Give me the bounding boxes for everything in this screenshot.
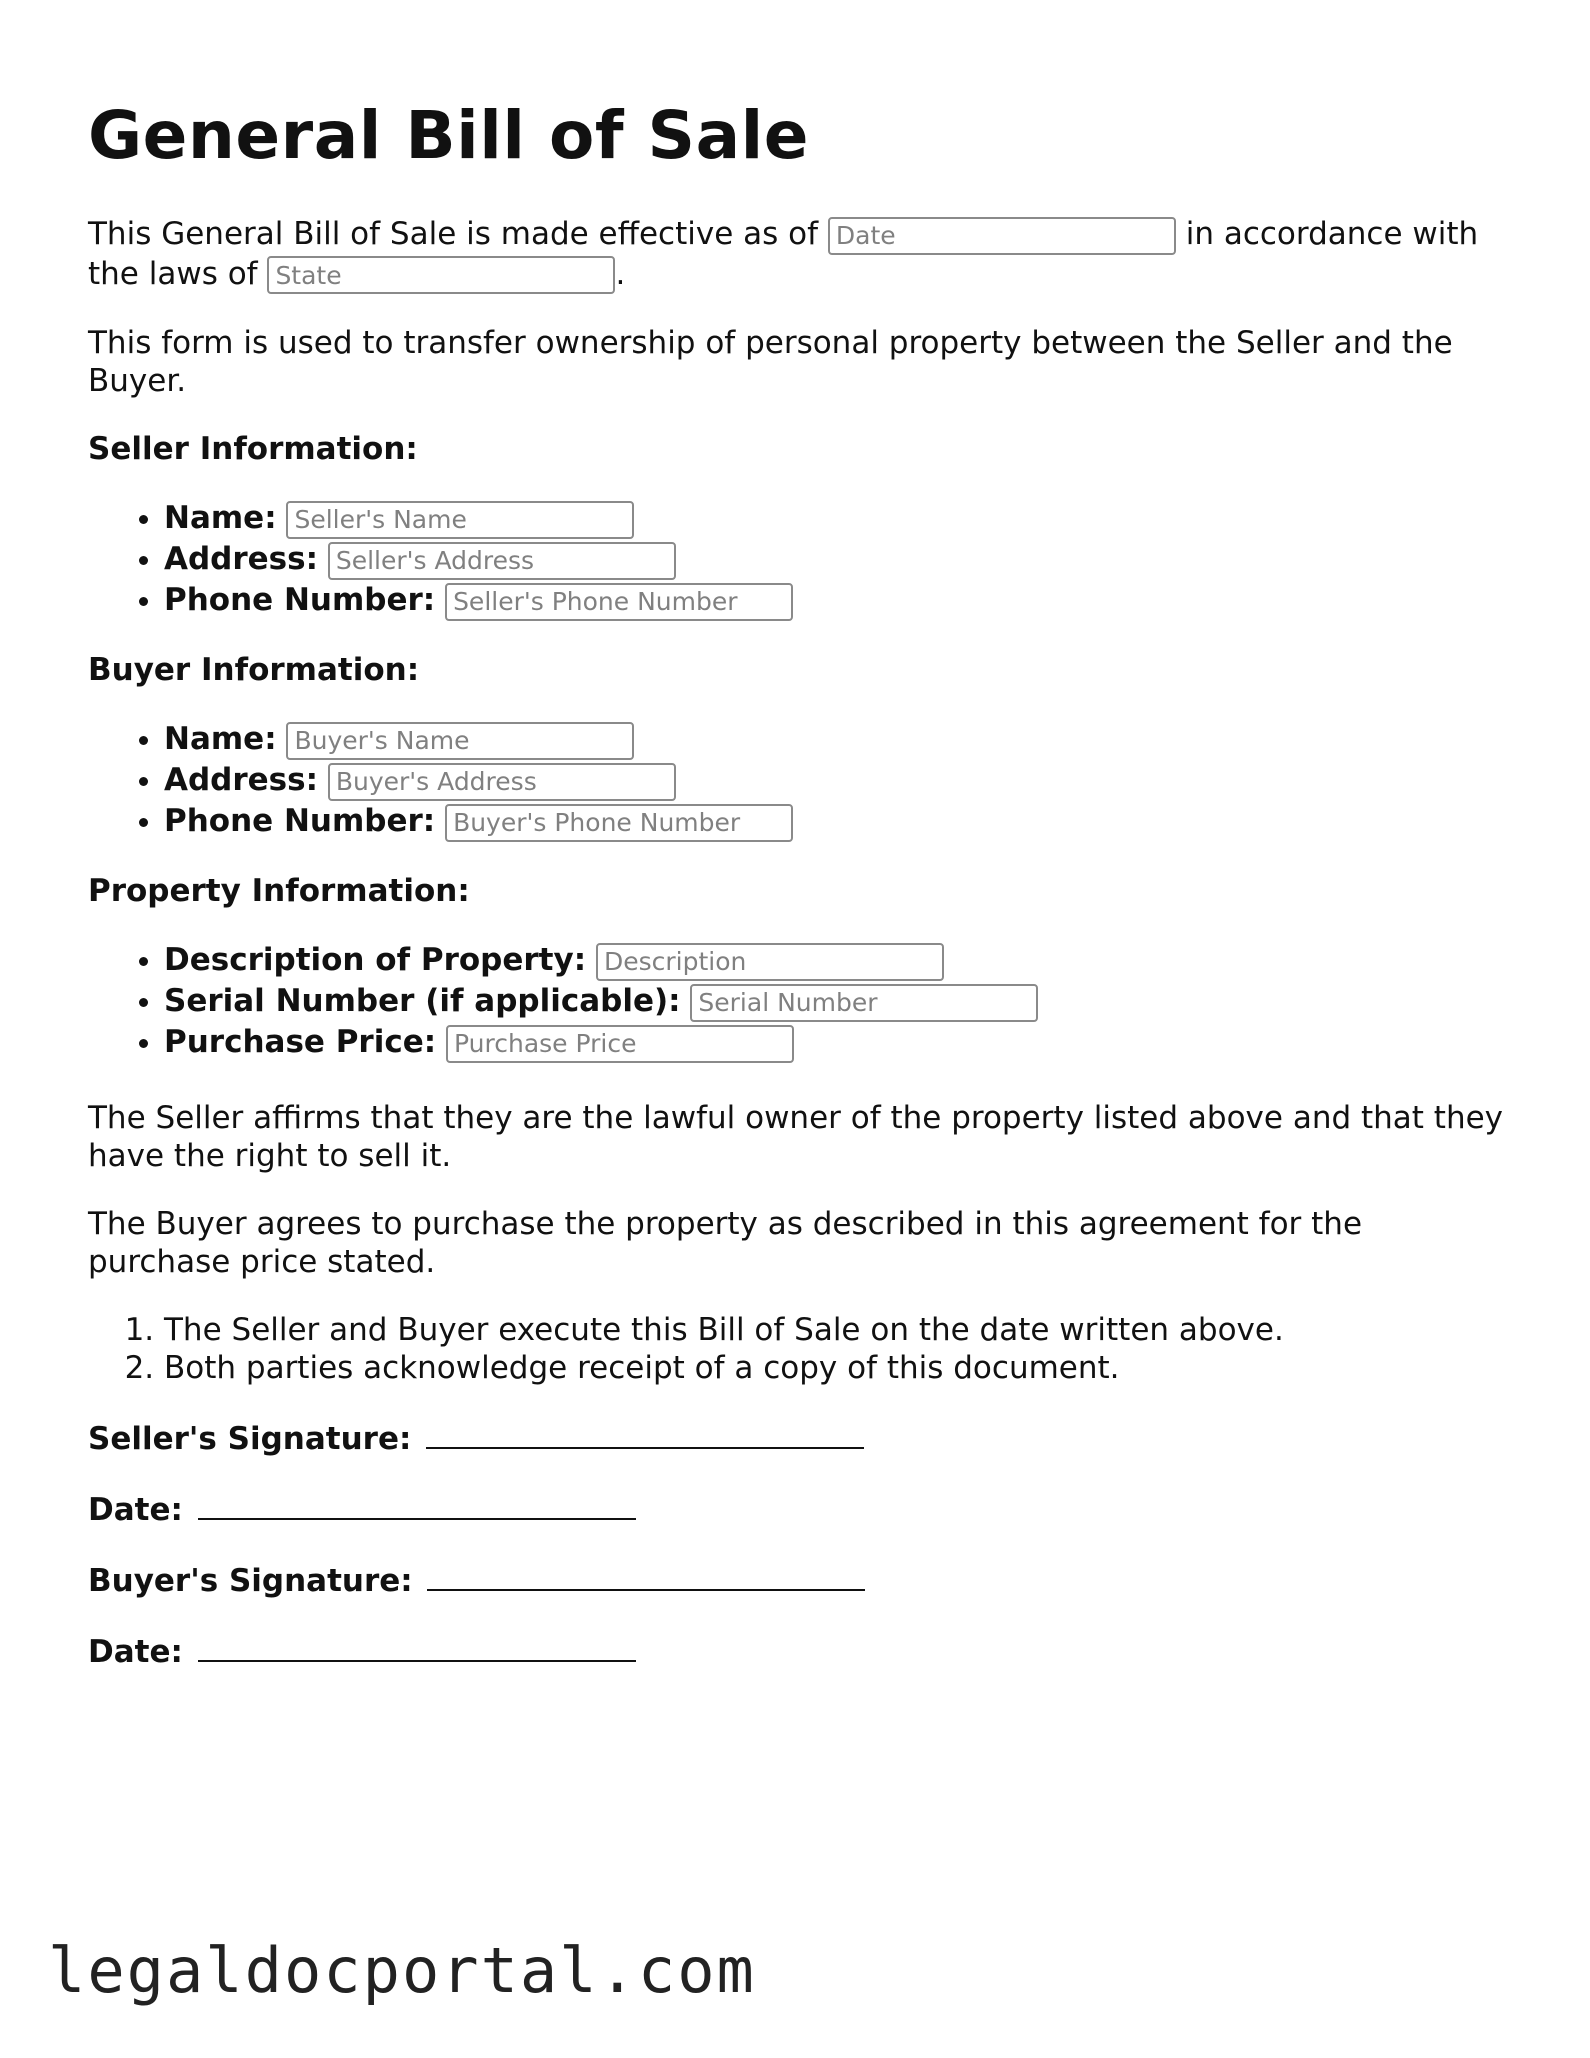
- date-input[interactable]: [828, 217, 1176, 255]
- list-item: [164, 1022, 1508, 1063]
- terms-list: [88, 1311, 1508, 1387]
- list-item: [164, 940, 1508, 981]
- state-input[interactable]: [267, 256, 615, 294]
- serial-number-label: Serial Number (if applicable):: [164, 983, 681, 1020]
- seller-list: [88, 498, 1508, 621]
- seller-phone-label: Phone Number:: [164, 582, 436, 619]
- property-description-label: Description of Property:: [164, 942, 587, 979]
- seller-date-label: Date:: [88, 1492, 183, 1529]
- seller-heading: Seller Information:: [88, 431, 418, 468]
- buyer-phone-input[interactable]: [445, 804, 793, 842]
- buyer-signature-label: Buyer's Signature:: [88, 1563, 413, 1600]
- seller-phone-input[interactable]: [445, 583, 793, 621]
- agreement-paragraph: The Buyer agrees to purchase the property as described in this agreement for the purchase price stated.: [88, 1206, 1363, 1281]
- list-item: [164, 719, 1508, 760]
- serial-number-input[interactable]: [690, 984, 1038, 1022]
- document: [88, 96, 1508, 1671]
- buyer-date-row: [88, 1630, 1508, 1671]
- purchase-price-input[interactable]: [446, 1025, 794, 1063]
- seller-signature-line[interactable]: [426, 1417, 864, 1449]
- seller-address-input[interactable]: [328, 542, 676, 580]
- intro-text-1: This General Bill of Sale is made effective as of: [88, 216, 819, 253]
- intro-text-2: in accordance with the laws of: [88, 216, 1479, 292]
- seller-date-line[interactable]: [198, 1488, 636, 1520]
- buyer-date-label: Date:: [88, 1634, 183, 1671]
- seller-address-label: Address:: [164, 541, 318, 578]
- document-title: General Bill of Sale: [88, 97, 810, 174]
- buyer-name-label: Name:: [164, 721, 277, 758]
- purchase-price-label: Purchase Price:: [164, 1024, 437, 1061]
- seller-date-row: [88, 1488, 1508, 1529]
- buyer-date-line[interactable]: [198, 1630, 636, 1662]
- seller-name-label: Name:: [164, 500, 277, 537]
- buyer-address-label: Address:: [164, 762, 318, 799]
- intro-paragraph: [88, 215, 1508, 294]
- intro-text-3: .: [615, 255, 626, 292]
- list-item: [164, 760, 1508, 801]
- buyer-signature-line[interactable]: [427, 1559, 865, 1591]
- list-item: [164, 580, 1508, 621]
- property-list: [88, 940, 1508, 1063]
- buyer-heading: Buyer Information:: [88, 652, 420, 689]
- buyer-list: [88, 719, 1508, 842]
- list-item: [164, 801, 1508, 842]
- seller-signature-row: [88, 1417, 1508, 1458]
- seller-name-input[interactable]: [286, 501, 634, 539]
- buyer-name-input[interactable]: [286, 722, 634, 760]
- property-description-input[interactable]: [596, 943, 944, 981]
- list-item: [164, 498, 1508, 539]
- purpose-paragraph: This form is used to transfer ownership of personal property between the Seller and the Buyer.: [88, 325, 1453, 400]
- seller-signature-label: Seller's Signature:: [88, 1421, 412, 1458]
- buyer-phone-label: Phone Number:: [164, 803, 436, 840]
- list-item: 1. The Seller and Buyer execute this Bill of Sale on the date written above.: [164, 1311, 1508, 1349]
- property-heading: Property Information:: [88, 873, 470, 910]
- affirmation-paragraph: The Seller affirms that they are the lawful owner of the property listed above and that they have the right to sell it.: [88, 1100, 1504, 1175]
- list-item: [164, 539, 1508, 580]
- site-watermark: legaldocportal.com: [48, 1934, 756, 2007]
- buyer-signature-row: [88, 1559, 1508, 1600]
- list-item: [164, 981, 1508, 1022]
- buyer-address-input[interactable]: [328, 763, 676, 801]
- list-item: 2. Both parties acknowledge receipt of a copy of this document.: [164, 1349, 1508, 1387]
